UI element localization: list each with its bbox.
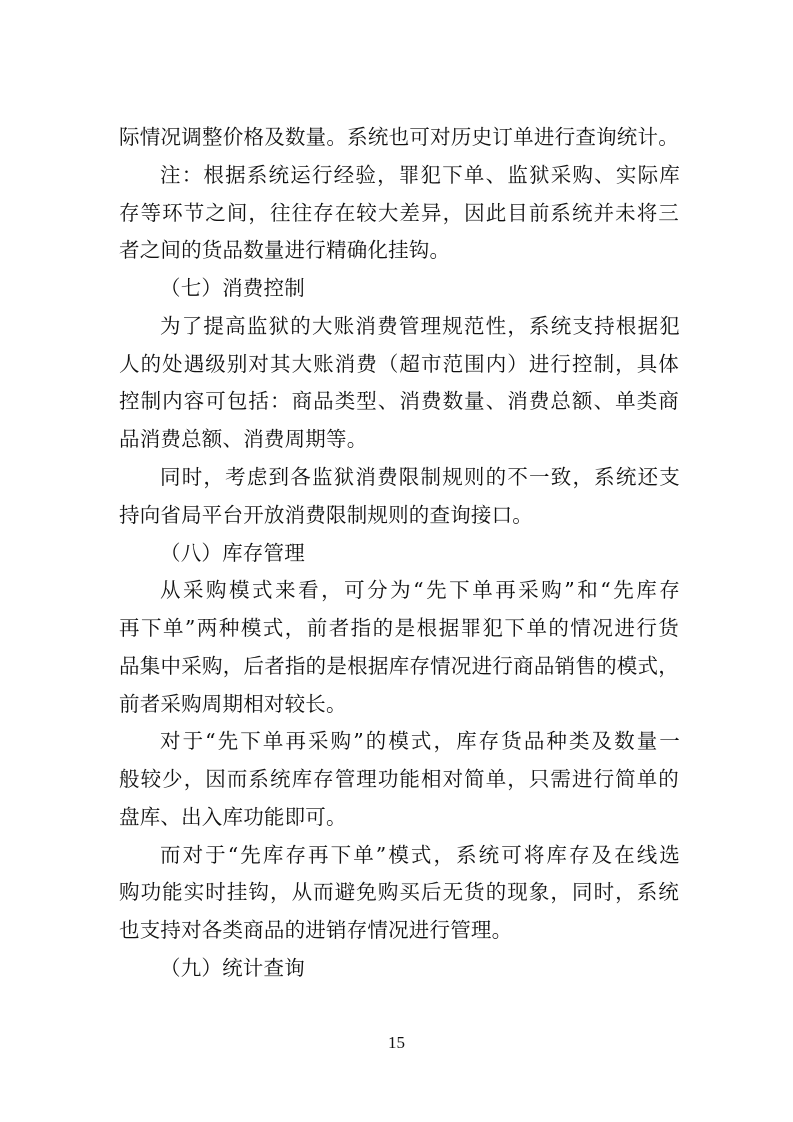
paragraph-line: 般较少，因而系统库存管理功能相对简单，只需进行简单的	[119, 767, 679, 791]
paragraph-line: 存等环节之间，往往存在较大差异，因此目前系统并未将三	[119, 201, 679, 225]
paragraph-line: 人的处遇级别对其大账消费（超市范围内）进行控制，具体	[119, 352, 679, 376]
paragraph-line: 也支持对各类商品的进销存情况进行管理。	[119, 918, 513, 942]
paragraph-line: 持向省局平台开放消费限制规则的查询接口。	[119, 503, 533, 527]
paragraph-line: 品消费总额、消费周期等。	[119, 427, 368, 451]
paragraph-line: 再下单”两种模式，前者指的是根据罪犯下单的情况进行货	[119, 616, 679, 640]
paragraph-line: 从采购模式来看，可分为“先下单再采购”和“先库存	[160, 578, 680, 602]
section-heading-9: （九）统计查询	[160, 956, 305, 980]
paragraph-line: 购功能实时挂钩，从而避免购买后无货的现象，同时，系统	[119, 880, 679, 904]
paragraph-line: 对于“先下单再采购”的模式，库存货品种类及数量一	[160, 729, 680, 753]
paragraph-line: 品集中采购，后者指的是根据库存情况进行商品销售的模式，	[119, 654, 679, 678]
paragraph-line: 同时，考虑到各监狱消费限制规则的不一致，系统还支	[160, 465, 680, 489]
paragraph-line: 前者采购周期相对较长。	[119, 692, 347, 716]
paragraph-line: 注：根据系统运行经验，罪犯下单、监狱采购、实际库	[160, 163, 680, 187]
paragraph-line: 为了提高监狱的大账消费管理规范性，系统支持根据犯	[160, 314, 680, 338]
paragraph-line: 际情况调整价格及数量。系统也可对历史订单进行查询统计。	[119, 125, 679, 149]
paragraph-line: 控制内容可包括：商品类型、消费数量、消费总额、单类商	[119, 389, 679, 413]
page-number: 15	[388, 1033, 405, 1052]
paragraph-line: 而对于“先库存再下单”模式，系统可将库存及在线选	[160, 843, 680, 867]
section-heading-8: （八）库存管理	[160, 541, 305, 565]
section-heading-7: （七）消费控制	[160, 276, 305, 300]
paragraph-line: 盘库、出入库功能即可。	[119, 805, 347, 829]
paragraph-line: 者之间的货品数量进行精确化挂钩。	[119, 238, 451, 262]
